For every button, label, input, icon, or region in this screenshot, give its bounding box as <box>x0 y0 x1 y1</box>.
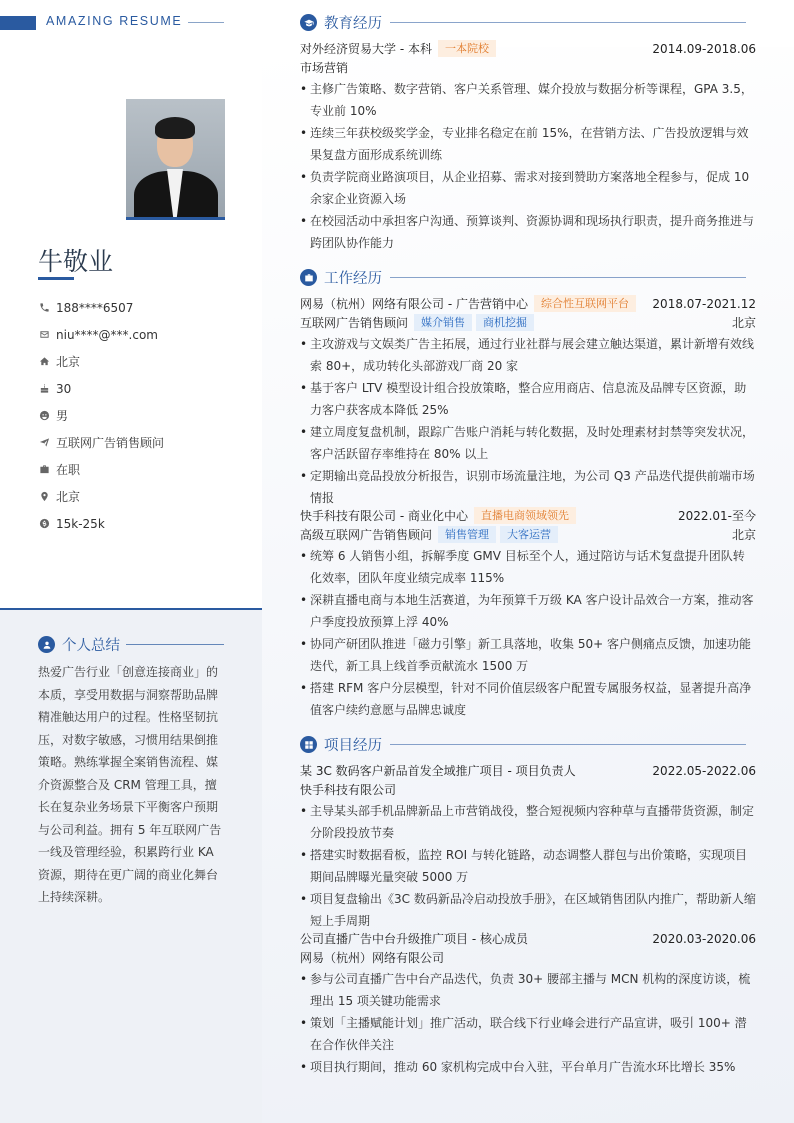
summary-header <box>38 634 224 655</box>
list-item: • 协同产研团队推进「磁力引擎」新工具落地，收集 50+ 客户侧痛点反馈，加速功能迭代，新工具上线首季贡献流水 1500 万 <box>300 633 756 677</box>
job-bullets <box>300 545 756 721</box>
info-phone <box>38 294 238 321</box>
location-icon <box>38 491 50 503</box>
profile-photo <box>126 99 225 220</box>
project-name: 公司直播广告中台升级推广项目 - 核心成员 <box>300 932 528 946</box>
summary-text: 热爱广告行业「创意连接商业」的本质，享受用数据与洞察帮助品牌精准触达用户的过程。性格坚韧抗压，对数字敏感，习惯用结果倒推策略。熟练掌握全案销售流程、媒介资源整合及 CRM 管理工具，擅长在复杂业务场景下平衡客户预期与公司利益。拥有 5 年互联网广告一线及管理经验，积累跨行业 KA 资源，期待在更广阔的商业化舞台上持续深耕。 <box>38 665 222 904</box>
mail-icon <box>38 329 50 341</box>
project-bullets <box>300 800 756 932</box>
info-salary <box>38 510 238 537</box>
work-entry-2 <box>300 506 756 721</box>
project-entry-1 <box>300 761 756 932</box>
work-header <box>300 267 756 288</box>
role-tag: 销售管理 <box>438 526 496 543</box>
job-role: 高级互联网广告销售顾问 <box>300 528 433 542</box>
projects-title: 项目经历 <box>324 738 382 754</box>
info-home-text: 北京 <box>56 355 81 369</box>
list-item: • 参与公司直播广告中台产品迭代，负责 30+ 腰部主播与 MCN 机构的深度访谈，梳理出 15 项关键功能需求 <box>300 968 756 1012</box>
project-org: 快手科技有限公司 <box>300 783 397 797</box>
list-item: • 统筹 6 人销售小组，拆解季度 GMV 目标至个人，通过陪访与话术复盘提升团队转化效率，团队年度业绩完成率 115% <box>300 545 756 589</box>
project-name: 某 3C 数码客户新品首发全域推广项目 - 项目负责人 <box>300 764 576 778</box>
work-divider <box>390 277 746 278</box>
company-name: 快手科技有限公司 - 商业化中心 <box>300 509 468 523</box>
job-role-row <box>300 313 756 332</box>
school-tag: 一本院校 <box>438 40 496 57</box>
grid-icon <box>300 736 317 753</box>
projects-divider <box>390 744 746 745</box>
job-date: 2022.01-至今 <box>678 509 756 523</box>
education-divider <box>390 22 746 23</box>
list-item: • 基于客户 LTV 模型设计组合投放策略，整合应用商店、信息流及品牌专区资源，助力客户获客成本降低 25% <box>300 377 756 421</box>
cake-icon <box>38 383 50 395</box>
job-city: 北京 <box>731 316 756 330</box>
list-item: • 主导某头部手机品牌新品上市营销战役，整合短视频内容种草与直播带货资源，制定分阶段投放节奏 <box>300 800 756 844</box>
info-location <box>38 483 238 510</box>
graduation-cap-icon <box>300 14 317 31</box>
info-position-text: 互联网广告销售顾问 <box>56 436 165 450</box>
education-bullets <box>300 78 756 254</box>
info-salary-text: 15k-25k <box>56 516 105 531</box>
role-tag: 大客运营 <box>500 526 558 543</box>
list-item: • 定期输出竞品投放分析报告，识别市场流量注地，为公司 Q3 产品迭代提供前端市场情报 <box>300 465 756 509</box>
brand-divider <box>188 22 224 23</box>
list-item: • 主修广告策略、数字营销、客户关系管理、媒介投放与数据分析等课程，GPA 3.5，专业前 10% <box>300 78 756 122</box>
job-header-row <box>300 294 756 313</box>
info-gender <box>38 402 238 429</box>
job-bullets <box>300 333 756 509</box>
list-item: • 深耕直播电商与本地生活赛道，为年预算千万级 KA 客户设计品效合一方案，推动客户季度投放预算上浮 40% <box>300 589 756 633</box>
work-title: 工作经历 <box>324 271 382 287</box>
info-email-text: niu****@***.com <box>56 327 158 342</box>
project-org: 网易（杭州）网络有限公司 <box>300 951 445 965</box>
list-item: • 项目执行期间，推动 60 家机构完成中台入驻，平台单月广告流水环比增长 35% <box>300 1056 756 1078</box>
project-org-row <box>300 948 756 967</box>
list-item: • 主攻游戏与文娱类广告主拓展，通过行业社群与展会建立触达渠道，累计新增有效线索 80+，成功转化头部游戏厂商 20 家 <box>300 333 756 377</box>
list-item: • 搭建 RFM 客户分层模型，针对不同价值层级客户配置专属服务权益，显著提升高净值客户续约意愿与品牌忠诚度 <box>300 677 756 721</box>
education-row <box>300 39 756 58</box>
sidebar <box>0 0 262 1123</box>
info-position <box>38 429 238 456</box>
list-item: • 建立周度复盘机制，跟踪广告账户消耗与转化数据，及时处理素材封禁等突发状况，客户活跃留存率维持在 80% 以上 <box>300 421 756 465</box>
info-location-text: 北京 <box>56 490 81 504</box>
work-entry-1 <box>300 294 756 509</box>
send-icon <box>38 437 50 449</box>
briefcase-icon <box>300 269 317 286</box>
info-phone-text: 188****6507 <box>56 300 134 315</box>
role-tag: 商机挖掘 <box>476 314 534 331</box>
project-header-row <box>300 929 756 948</box>
project-entry-2 <box>300 929 756 1078</box>
major-row <box>300 58 756 77</box>
summary-title: 个人总结 <box>62 638 120 654</box>
education-entry <box>300 39 756 254</box>
info-email <box>38 321 238 348</box>
list-item: • 负责学院商业路演项目，从企业招募、需求对接到赞助方案落地全程参与，促成 10 余家企业资源入场 <box>300 166 756 210</box>
list-item: • 连续三年获校级奖学金，专业排名稳定在前 15%，在营销方法、广告投放逻辑与效果复盘方面形成系统训练 <box>300 122 756 166</box>
info-age <box>38 375 238 402</box>
name-underline <box>38 277 74 280</box>
candidate-name: 牛敬业 <box>38 247 114 276</box>
job-date: 2018.07-2021.12 <box>652 296 756 311</box>
project-org-row <box>300 780 756 799</box>
list-item: • 搭建实时数据看板，监控 ROI 与转化链路，动态调整人群包与出价策略，实现项目期间品牌曝光量突破 5000 万 <box>300 844 756 888</box>
major: 市场营销 <box>300 61 349 75</box>
info-gender-text: 男 <box>56 409 69 423</box>
company-tag: 综合性互联网平台 <box>534 295 636 312</box>
info-status <box>38 456 238 483</box>
job-header-row <box>300 506 756 525</box>
info-age-text: 30 <box>56 381 72 396</box>
education-date: 2014.09-2018.06 <box>652 41 756 56</box>
list-item: • 策划「主播赋能计划」推广活动，联合线下行业峰会进行产品宣讲，吸引 100+ 潜在合作伙伴关注 <box>300 1012 756 1056</box>
company-name: 网易（杭州）网络有限公司 - 广告营销中心 <box>300 297 528 311</box>
school-name: 对外经济贸易大学 - 本科 <box>300 42 432 56</box>
project-date: 2020.03-2020.06 <box>652 931 756 946</box>
company-tag: 直播电商领域领先 <box>474 507 576 524</box>
user-icon <box>38 636 55 653</box>
briefcase-icon <box>38 464 50 476</box>
project-date: 2022.05-2022.06 <box>652 763 756 778</box>
brand-bar <box>0 16 36 30</box>
project-header-row <box>300 761 756 780</box>
gender-icon <box>38 410 50 422</box>
job-city: 北京 <box>731 528 756 542</box>
brand-title: AMAZING RESUME <box>46 14 183 28</box>
job-role: 互联网广告销售顾问 <box>300 316 409 330</box>
home-icon <box>38 356 50 368</box>
info-status-text: 在职 <box>56 463 81 477</box>
project-bullets <box>300 968 756 1078</box>
info-home <box>38 348 238 375</box>
contact-info <box>38 294 238 537</box>
list-item: • 项目复盘输出《3C 数码新品冷启动投放手册》，在区域销售团队内推广，帮助新人缩短上手周期 <box>300 888 756 932</box>
summary-divider <box>126 644 224 645</box>
money-icon <box>38 518 50 530</box>
role-tag: 媒介销售 <box>414 314 472 331</box>
list-item: • 在校园活动中承担客户沟通、预算谈判、资源协调和现场执行职责，提升商务推进与跨团队协作能力 <box>300 210 756 254</box>
job-role-row <box>300 525 756 544</box>
education-title: 教育经历 <box>324 16 382 32</box>
education-header <box>300 12 756 33</box>
phone-icon <box>38 302 50 314</box>
projects-header <box>300 734 756 755</box>
